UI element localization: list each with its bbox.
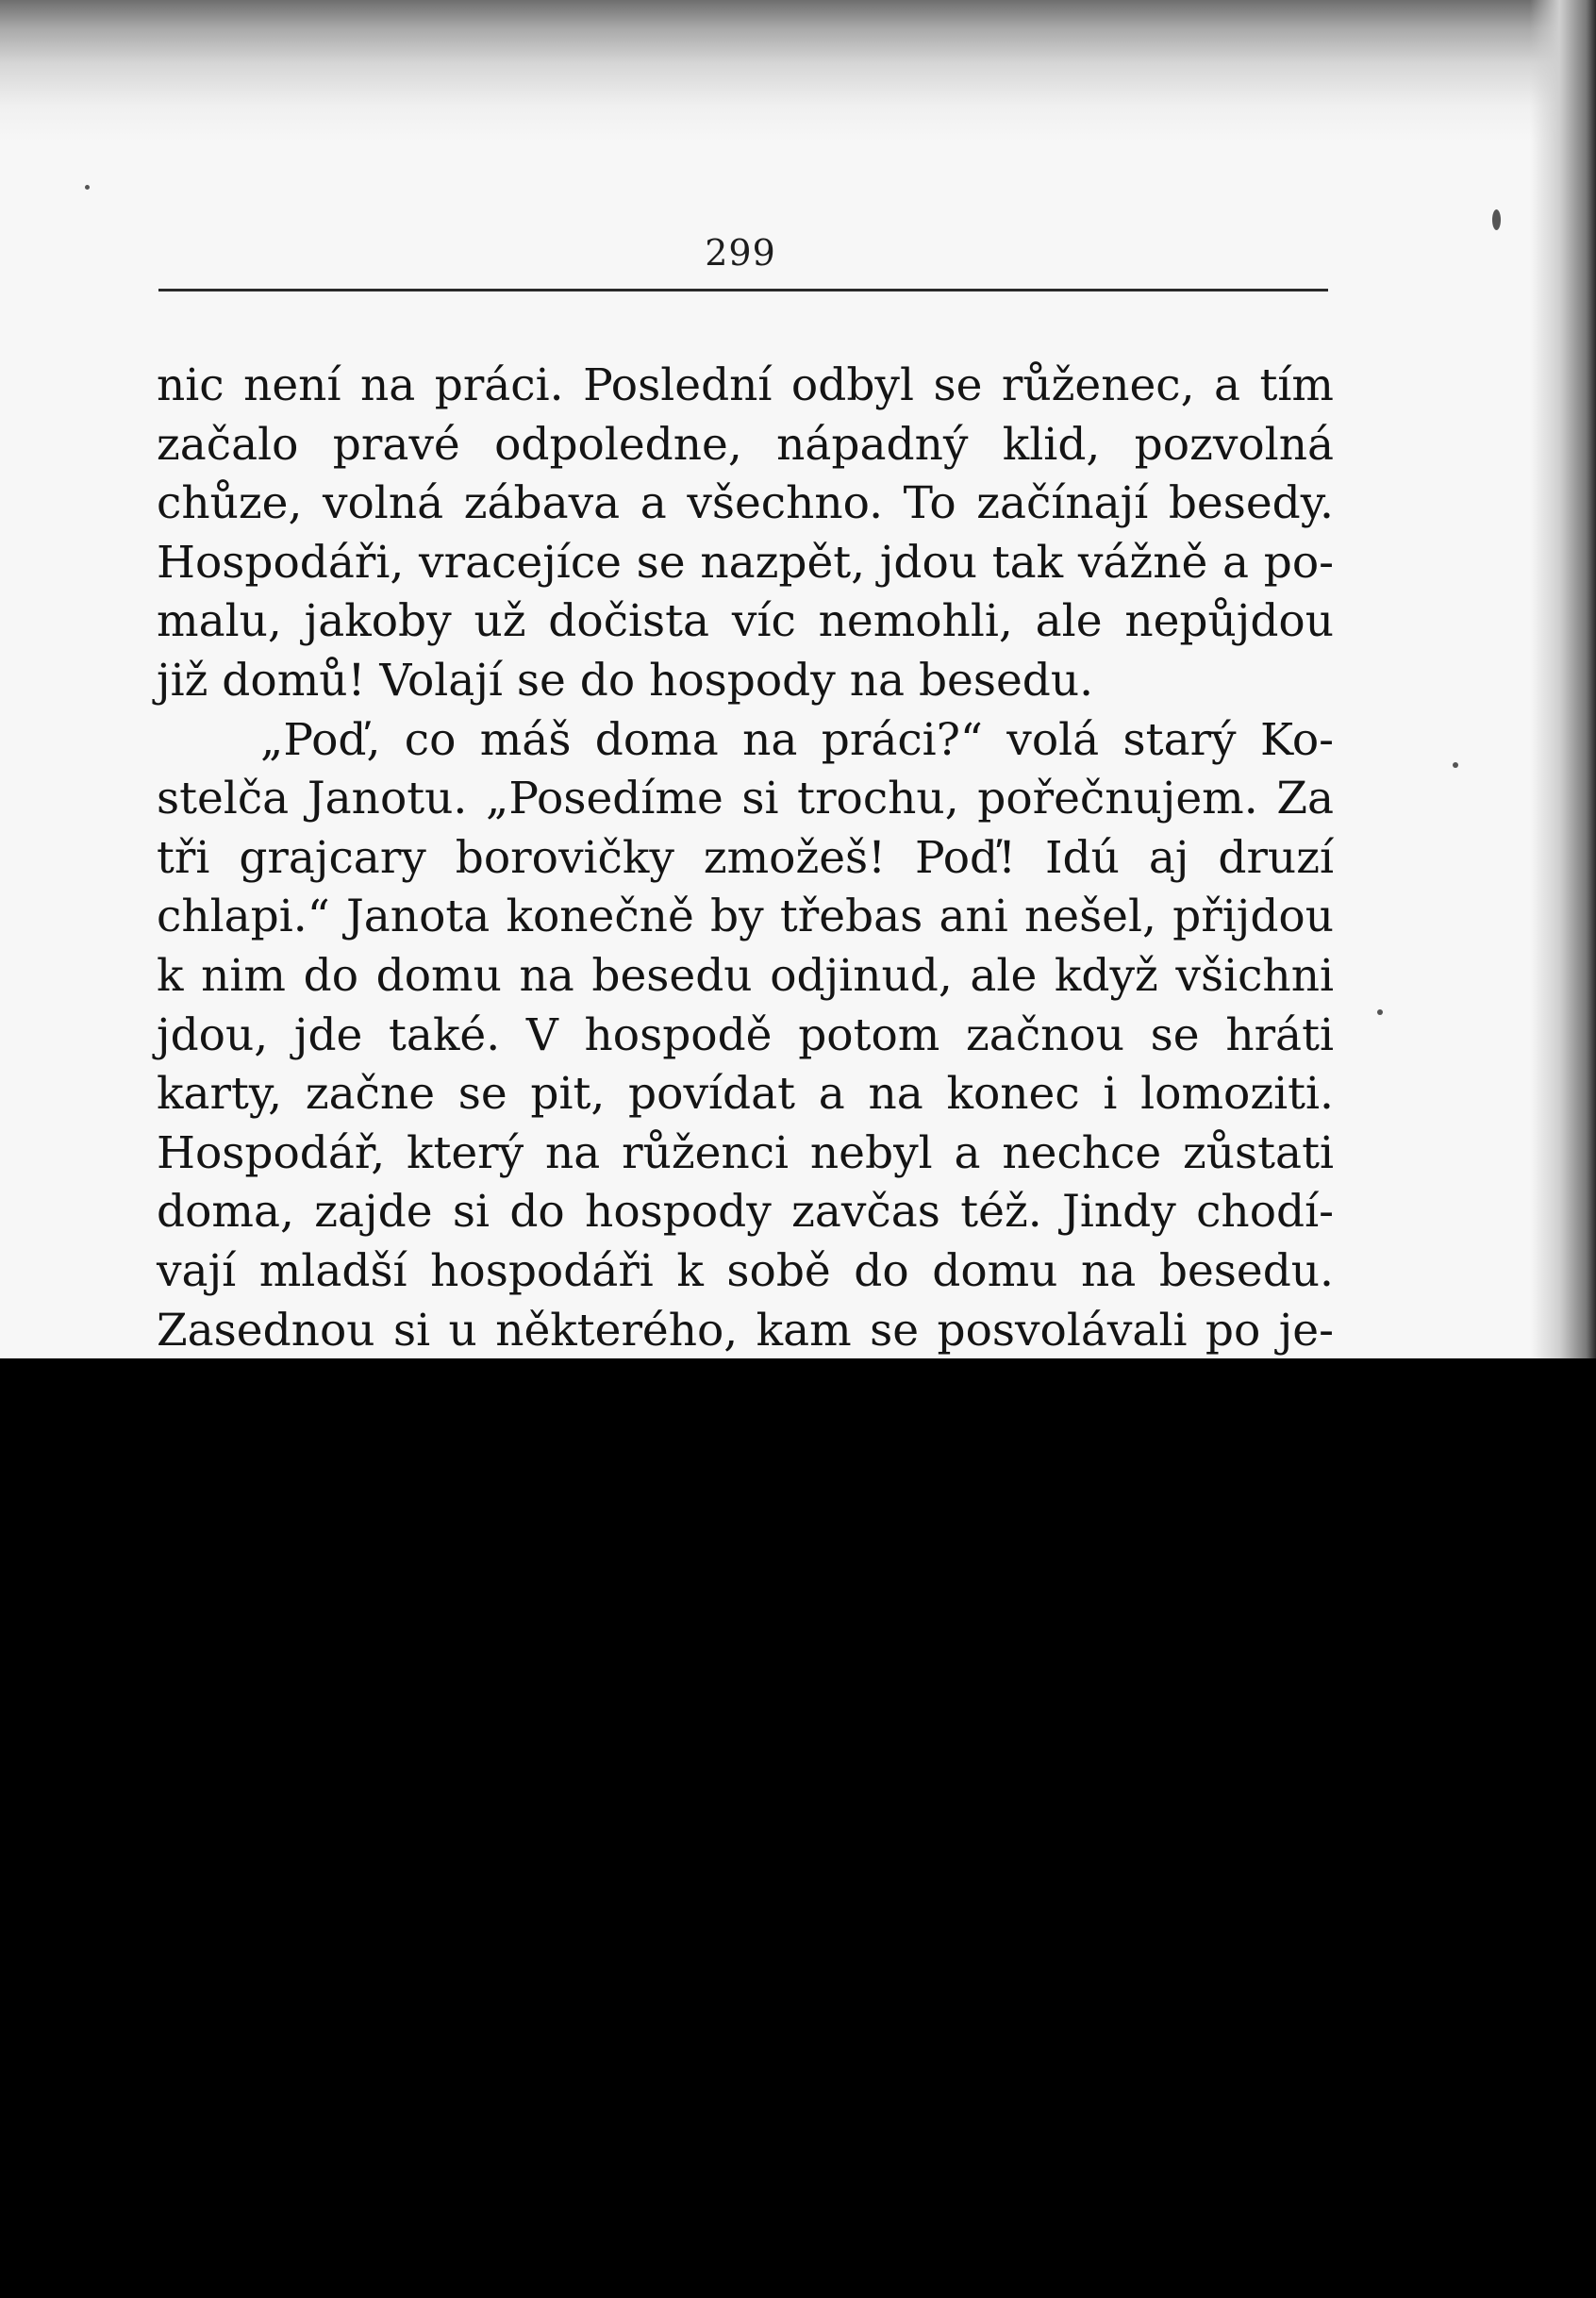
text-line: Hospodář, který na růženci nebyl a nechce zůstati xyxy=(157,1126,1334,1179)
text-line: již domů! Volají se do hospody na besedu. xyxy=(157,654,1094,707)
text-line: jdou, jde také. V hospodě potom začnou se hráti xyxy=(157,1008,1334,1061)
text-line: vají mladší hospodáři k sobě do domu na besedu. xyxy=(157,1244,1334,1297)
text-line: doma, zajde si do hospody zavčas též. Jindy chodí- xyxy=(157,1186,1334,1239)
text-line: stelča Janotu. „Posedíme si trochu, pořečnujem. Za xyxy=(157,773,1334,825)
text-line: chlapi.“ Janota konečně by třebas ani nešel, přijdou xyxy=(157,891,1334,943)
text-line: Hospodáři, vracejíce se nazpět, jdou tak vážně a po- xyxy=(157,536,1334,589)
scan-shadow-top xyxy=(0,0,1596,142)
header-rule xyxy=(158,289,1328,291)
text-line: karty, začne se pit, povídat a na konec i lomoziti. xyxy=(157,1068,1334,1121)
text-line: Zasednou si u některého, kam se posvolávali po je- xyxy=(157,1304,1334,1357)
body-text xyxy=(157,357,1334,1358)
text-line: nic není na práci. Poslední odbyl se růženec, a tím xyxy=(157,359,1334,411)
dust-speck xyxy=(1492,209,1501,230)
text-line: k nim do domu na besedu odjinud, ale když všichni xyxy=(157,949,1334,1002)
dust-speck xyxy=(85,185,90,190)
text-line: malu, jakoby už dočista víc nemohli, ale nepůjdou xyxy=(157,595,1334,648)
scan-shadow-right xyxy=(1530,0,1596,1358)
text-line: tři grajcary borovičky zmožeš! Poď! Idú aj druzí xyxy=(157,831,1334,884)
text-line: chůze, volná zábava a všechno. To začínají besedy. xyxy=(157,477,1334,530)
text-line: „Poď, co máš doma na práci?“ volá starý Ko- xyxy=(260,713,1334,766)
dust-speck xyxy=(1377,1009,1383,1015)
page-number: 299 xyxy=(705,232,776,274)
text-line: začalo pravé odpoledne, nápadný klid, pozvolná xyxy=(157,418,1334,471)
dust-speck xyxy=(1453,762,1458,768)
